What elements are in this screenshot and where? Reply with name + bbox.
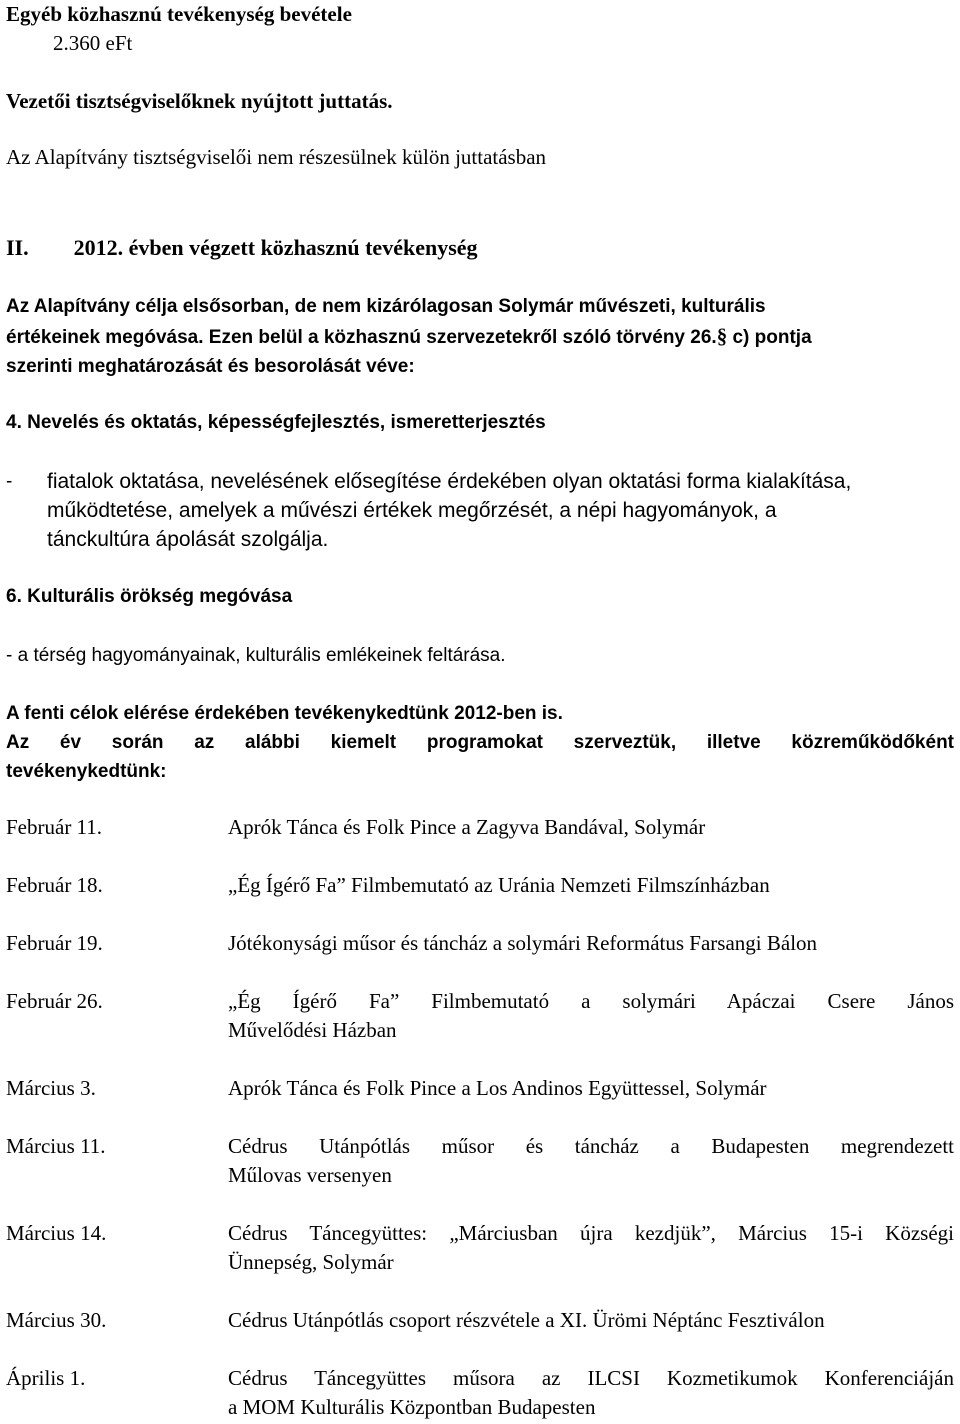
event-description-cont: Ünnepség, Solymár: [228, 1250, 394, 1274]
event-description-cont: a MOM Kulturális Központban Budapesten: [228, 1395, 596, 1419]
income-amount: 2.360 eFt: [53, 31, 133, 55]
summary-line-2: Az év során az alábbi kiemelt programokat szerveztük, illetve közreműködőként: [6, 732, 954, 753]
intro-line-2: [6, 322, 954, 352]
event-description: Aprók Tánca és Folk Pince a Zagyva Bandával, Solymár: [228, 815, 706, 839]
event-description: Jótékonysági műsor és táncház a solymári Református Farsangi Bálon: [228, 931, 818, 955]
event-date: Március 14.: [6, 1221, 107, 1245]
item6-heading: 6. Kulturális örökség megóvása: [6, 586, 293, 607]
intro-line-1: Az Alapítvány célja elsősorban, de nem kizárólagosan Solymár művészeti, kulturális: [6, 296, 766, 317]
summary-line-1: A fenti célok elérése érdekében tevékenykedtünk 2012-ben is.: [6, 703, 563, 724]
event-date: Február 11.: [6, 815, 103, 839]
section-title: 2012. évben végzett közhasznú tevékenység: [73, 235, 478, 260]
event-date: Február 19.: [6, 931, 103, 955]
compensation-text: Az Alapítvány tisztségviselői nem részesülnek külön juttatásban: [6, 145, 547, 169]
section-numeral: II.: [6, 235, 29, 260]
intro-line-3: szerinti meghatározását és besorolását véve:: [6, 356, 415, 377]
intro-line-2-end: c) pontja: [727, 327, 812, 348]
event-date: Március 3.: [6, 1076, 96, 1100]
item6-text: - a térség hagyományainak, kulturális emlékeinek feltárása.: [6, 645, 506, 666]
section-heading: [6, 233, 954, 262]
item4-line-2: működtetése, amelyek a művészi értékek megőrzését, a népi hagyományok, a: [47, 499, 777, 522]
item4-line-1: fiatalok oktatása, nevelésének elősegítése érdekében olyan oktatási forma kialakítása,: [47, 470, 852, 493]
item4-dash: -: [6, 471, 13, 492]
item4-line-3: tánckultúra ápolását szolgálja.: [47, 528, 329, 551]
event-date: Március 11.: [6, 1134, 106, 1158]
event-description: „Ég Ígérő Fa” Filmbemutató az Uránia Nemzeti Filmszínházban: [228, 873, 770, 897]
event-date: Február 18.: [6, 873, 103, 897]
event-description: Aprók Tánca és Folk Pince a Los Andinos Együttessel, Solymár: [228, 1076, 767, 1100]
event-date: Március 30.: [6, 1308, 107, 1332]
intro-line-2-text: értékeinek megóvása. Ezen belül a közhasznú szervezetekről szóló törvény 26.: [6, 327, 717, 348]
event-date: Április 1.: [6, 1366, 86, 1390]
event-description-cont: Műlovas versenyen: [228, 1163, 392, 1187]
item4-heading: 4. Nevelés és oktatás, képességfejlesztés, ismeretterjesztés: [6, 412, 546, 433]
section-symbol: §: [716, 324, 728, 348]
event-description: Cédrus Táncegyüttes műsora az ILCSI Kozmetikumok Konferenciáján: [228, 1366, 954, 1390]
event-description: „Ég Ígérő Fa” Filmbemutató a solymári Apáczai Csere János: [228, 989, 954, 1013]
event-description-cont: Művelődési Házban: [228, 1018, 397, 1042]
compensation-title: Vezetői tisztségviselőknek nyújtott juttatás.: [6, 89, 393, 113]
event-date: Február 26.: [6, 989, 103, 1013]
event-description: Cédrus Utánpótlás csoport részvétele a XI. Ürömi Néptánc Fesztiválon: [228, 1308, 825, 1332]
event-description: Cédrus Utánpótlás műsor és táncház a Budapesten megrendezett: [228, 1134, 954, 1158]
event-description: Cédrus Táncegyüttes: „Márciusban újra kezdjük”, Március 15-i Községi: [228, 1221, 954, 1245]
income-title: Egyéb közhasznú tevékenység bevétele: [6, 2, 352, 26]
summary-line-3: tevékenykedtünk:: [6, 761, 167, 782]
